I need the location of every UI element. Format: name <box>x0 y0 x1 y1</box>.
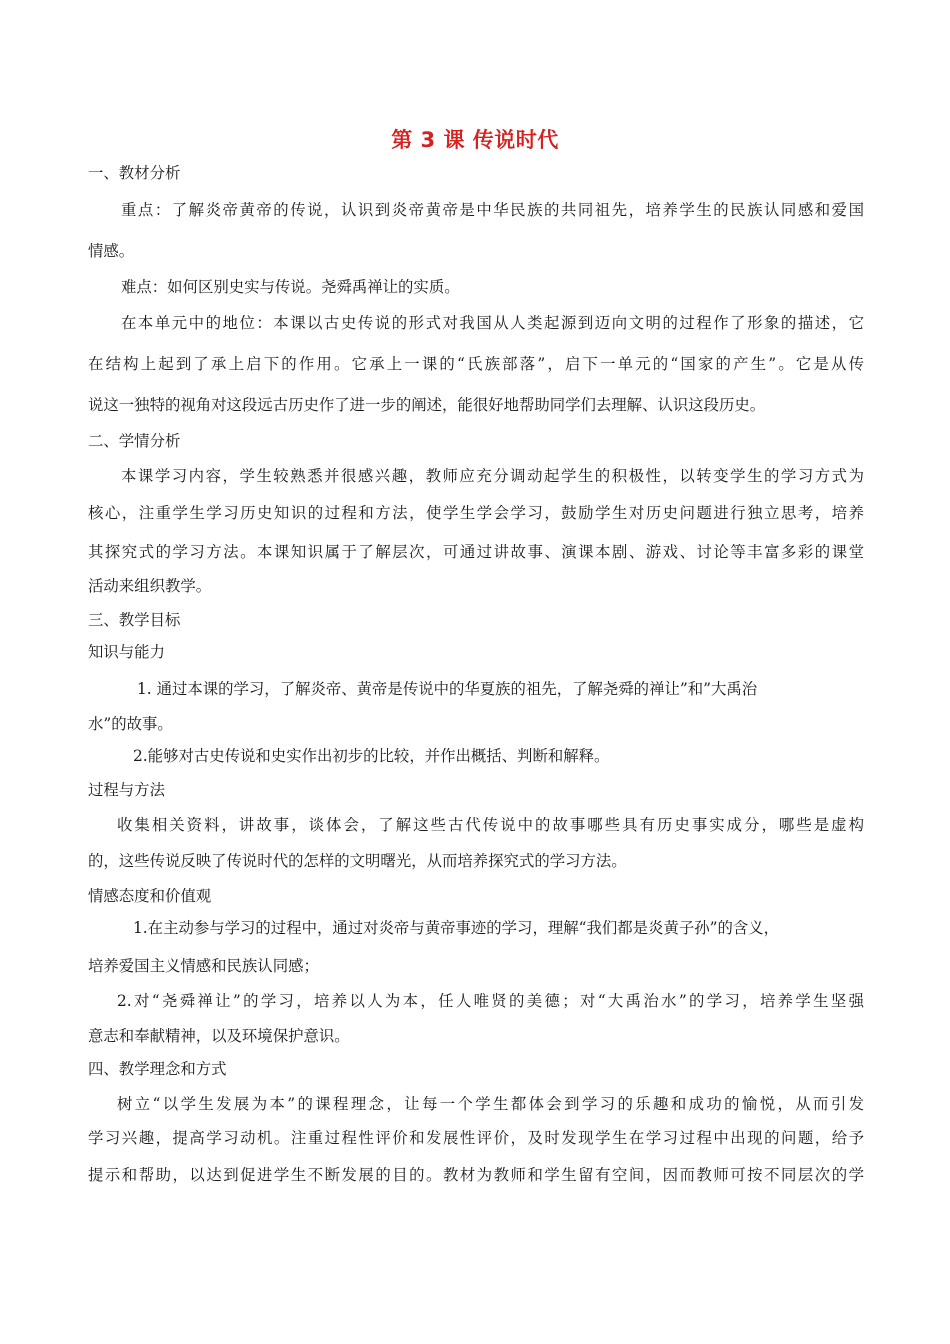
paragraph-key-point-line: 情感。 <box>88 242 135 260</box>
paragraph-student-analysis-line: 核心，注重学生学习历史知识的过程和方法，使学生学会学习，鼓励学生对历史问题进行独立思考，培养 <box>88 504 864 522</box>
paragraph-method-line: 收集相关资料，讲故事，谈体会，了解这些古代传说中的故事哪些具有历史事实成分，哪些是虚构 <box>117 816 864 834</box>
paragraph-unit-position-line: 在结构上起到了承上启下的作用。它承上一课的“氏族部落”，启下一单元的“国家的产生”。它是从传 <box>88 355 864 373</box>
goal-item: 2.能够对古史传说和史实作出初步的比较，并作出概括、判断和解释。 <box>133 747 610 765</box>
section-heading-student-analysis: 二、学情分析 <box>88 432 181 450</box>
page-title: 第 3 课 传说时代 <box>391 128 559 152</box>
paragraph-student-analysis-line: 活动来组织教学。 <box>88 577 212 595</box>
paragraph-unit-position-line: 说这一独特的视角对这段远古历史作了进一步的阐述，能很好地帮助同学们去理解、认识这段历史。 <box>88 396 766 414</box>
goal-item: 水”的故事。 <box>88 715 173 733</box>
subheading-attitude-values: 情感态度和价值观 <box>88 887 212 905</box>
section-heading-textbook-analysis: 一、教材分析 <box>88 164 181 182</box>
value-item: 2.对“尧舜禅让”的学习，培养以人为本，任人唯贤的美德；对“大禹治水”的学习，培养学生坚强 <box>117 992 864 1010</box>
section-heading-teaching-goals: 三、教学目标 <box>88 611 181 629</box>
paragraph-difficulty: 难点：如何区别史实与传说。尧舜禹禅让的实质。 <box>121 278 460 296</box>
goal-item: 1. 通过本课的学习，了解炎帝、黄帝是传说中的华夏族的祖先，了解尧舜的禅让”和”大禹治 <box>137 680 758 698</box>
subheading-knowledge-ability: 知识与能力 <box>88 643 165 661</box>
subheading-process-method: 过程与方法 <box>88 781 165 799</box>
paragraph-philosophy-line: 树立“以学生发展为本”的课程理念，让每一个学生都体会到学习的乐趣和成功的愉悦，从而引发 <box>117 1095 864 1113</box>
paragraph-philosophy-line: 提示和帮助，以达到促进学生不断发展的目的。教材为教师和学生留有空间，因而教师可按不同层次的学 <box>88 1166 864 1184</box>
value-item: 意志和奉献精神，以及环境保护意识。 <box>88 1027 350 1045</box>
value-item: 培养爱国主义情感和民族认同感； <box>88 957 319 975</box>
paragraph-key-point-line: 重点：了解炎帝黄帝的传说，认识到炎帝黄帝是中华民族的共同祖先，培养学生的民族认同感和爱国 <box>121 201 864 219</box>
paragraph-student-analysis-line: 本课学习内容，学生较熟悉并很感兴趣，教师应充分调动起学生的积极性，以转变学生的学习方式为 <box>121 467 864 485</box>
value-item: 1.在主动参与学习的过程中，通过对炎帝与黄帝事迹的学习，理解“我们都是炎黄子孙”的含义， <box>133 919 780 937</box>
paragraph-unit-position-line: 在本单元中的地位：本课以古史传说的形式对我国从人类起源到迈向文明的过程作了形象的描述，它 <box>121 314 864 332</box>
paragraph-method-line: 的，这些传说反映了传说时代的怎样的文明曙光，从而培养探究式的学习方法。 <box>88 852 627 870</box>
paragraph-student-analysis-line: 其探究式的学习方法。本课知识属于了解层次，可通过讲故事、演课本剧、游戏、讨论等丰富多彩的课堂 <box>88 543 864 561</box>
section-heading-teaching-philosophy: 四、教学理念和方式 <box>88 1060 227 1078</box>
paragraph-philosophy-line: 学习兴趣，提高学习动机。注重过程性评价和发展性评价，及时发现学生在学习过程中出现的问题，给予 <box>88 1129 864 1147</box>
